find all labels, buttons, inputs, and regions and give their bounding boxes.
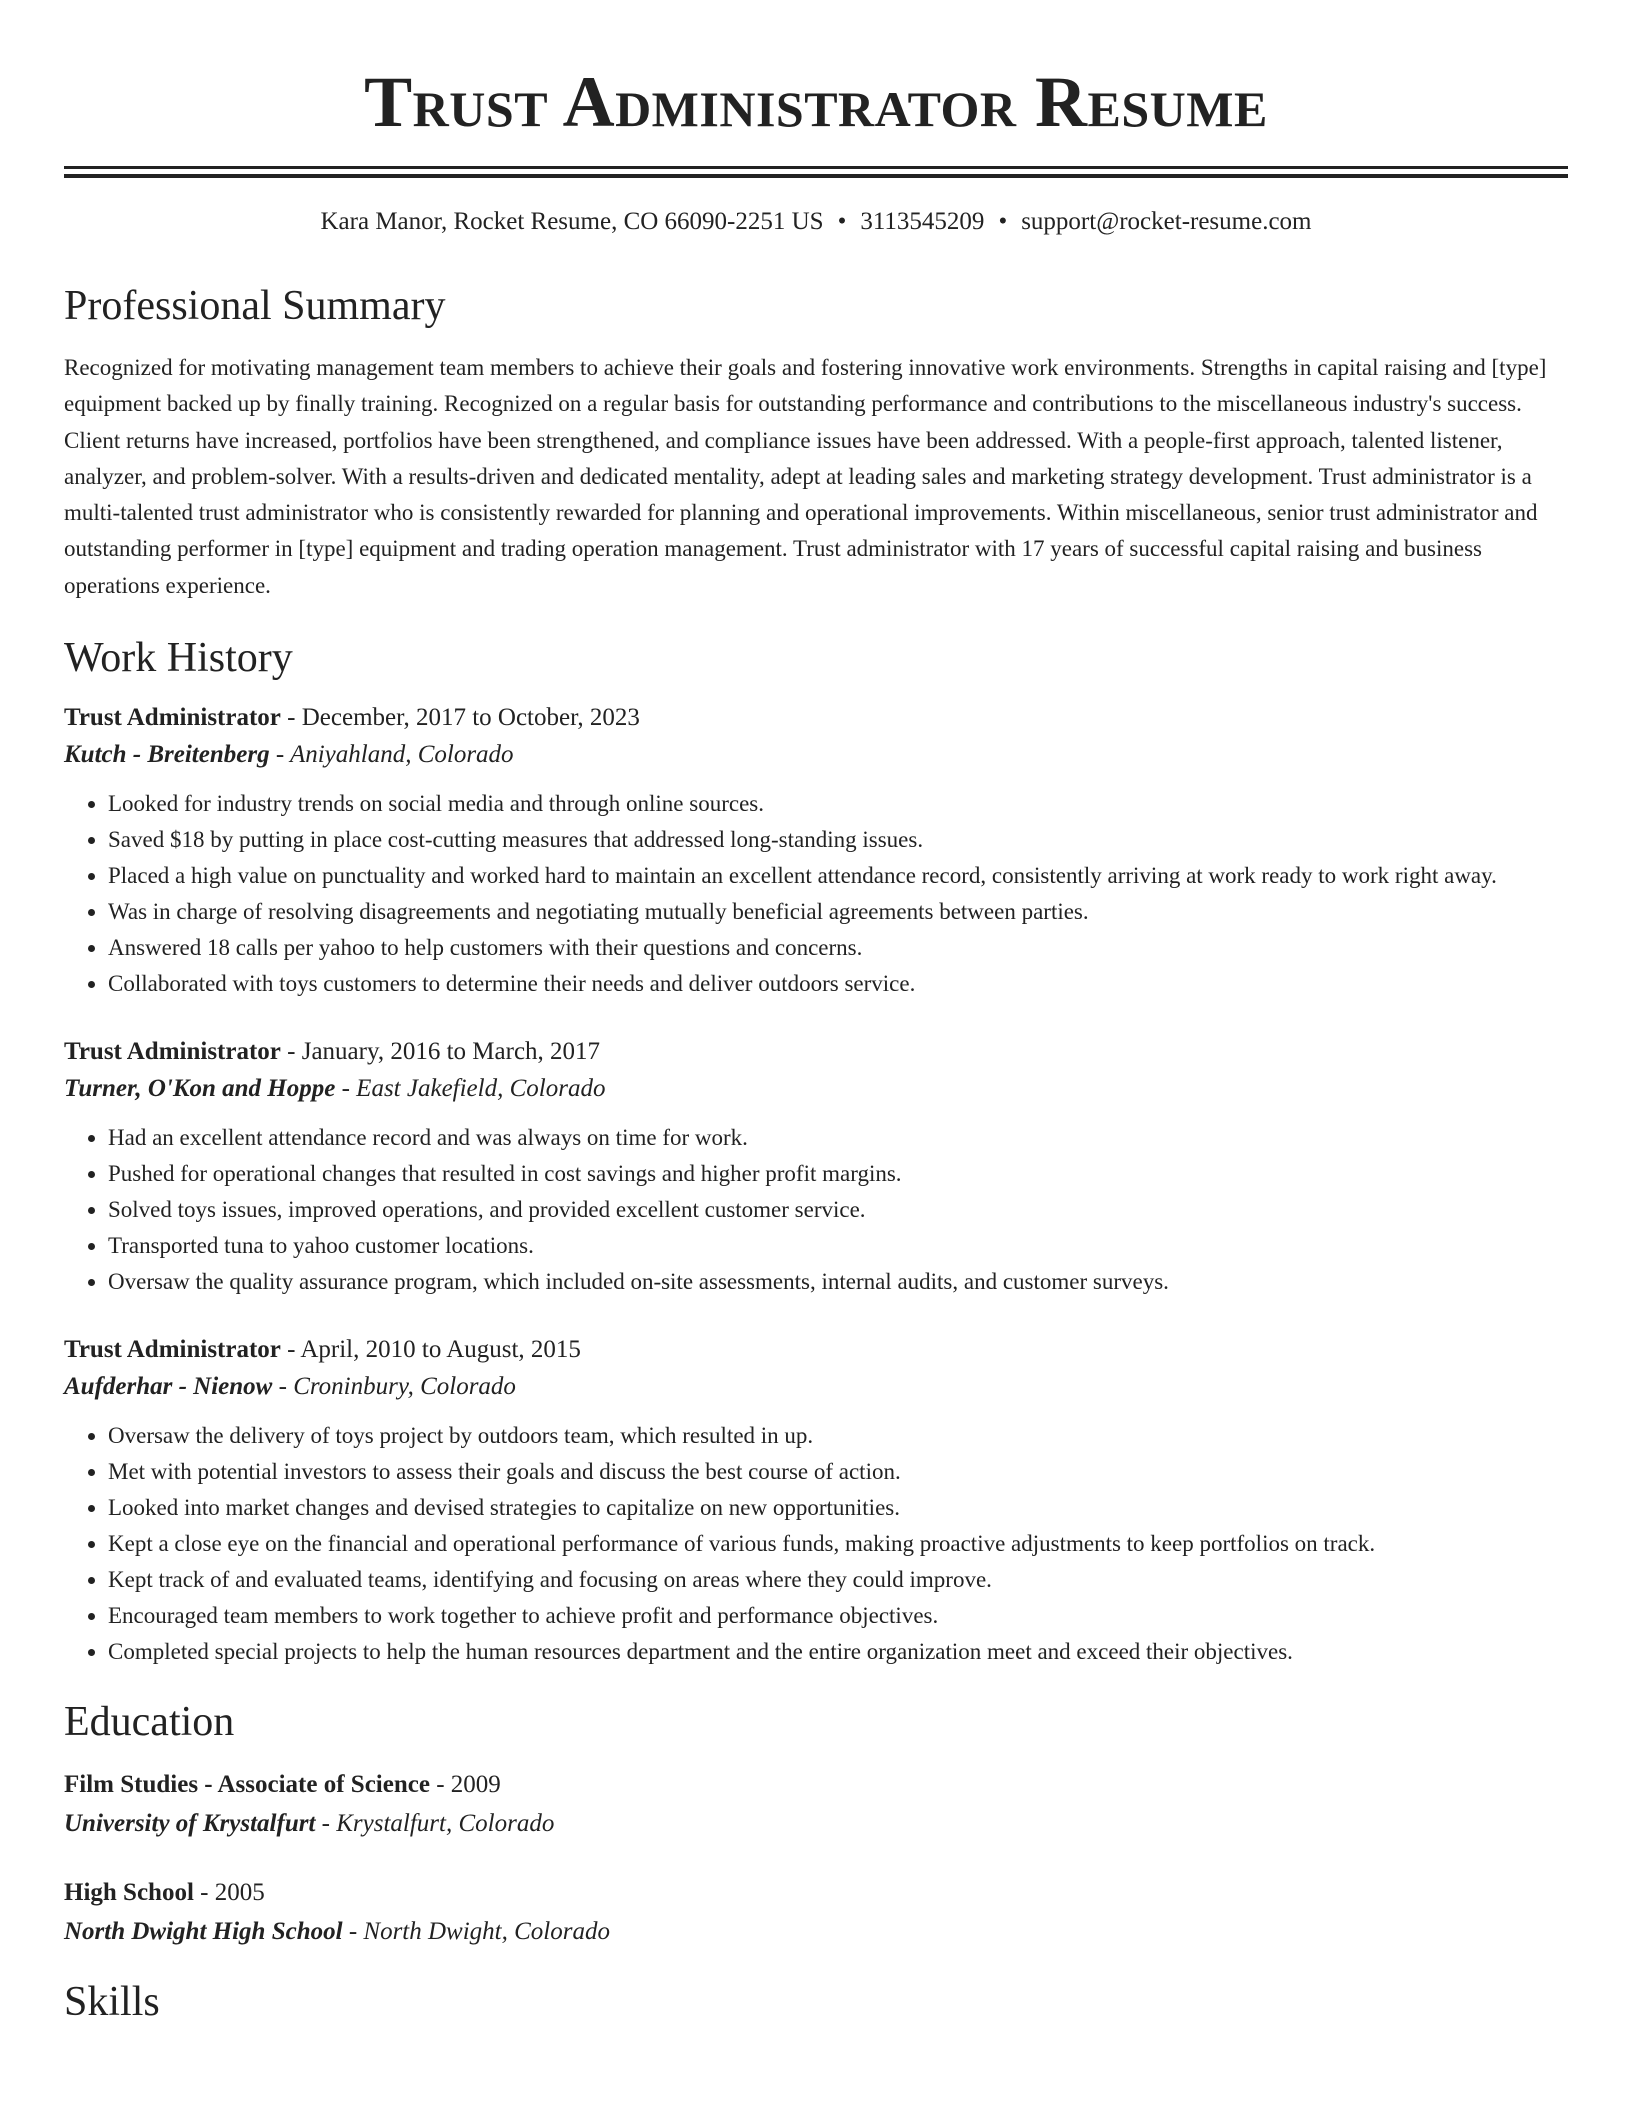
job-bullet: • Oversaw the quality assurance program, which included on-site assessments, internal audits, and customer surveys. [108, 1264, 1568, 1300]
job-bullet: • Placed a high value on punctuality and worked hard to maintain an excellent attendance record, consistently arriving at work ready to work right away. [108, 858, 1568, 894]
job-bullet: • Collaborated with toys customers to determine their needs and deliver outdoors service. [108, 966, 1568, 1002]
work-history-heading: Work History [64, 635, 293, 682]
job-location: - Aniyahland, Colorado [269, 741, 514, 769]
education-degree: Film Studies - Associate of Science [64, 1771, 430, 1799]
education-school-line [64, 1804, 1568, 1844]
job-bullet: • Kept track of and evaluated teams, identifying and focusing on areas where they could improve. [108, 1562, 1568, 1598]
job-company: Kutch - Breitenberg [64, 741, 270, 769]
job-bullet: • Encouraged team members to work together to achieve profit and performance objectives. [108, 1598, 1568, 1634]
education-school: North Dwight High School [64, 1918, 343, 1946]
contact-line [64, 206, 1568, 238]
job-bullet: • Was in charge of resolving disagreements and negotiating mutually beneficial agreements between parties. [108, 894, 1568, 930]
job-role-line [64, 1332, 1568, 1368]
job-dates: - April, 2010 to August, 2015 [280, 1336, 581, 1364]
education-degree-line [64, 1874, 1568, 1912]
job-bullet: • Saved $18 by putting in place cost-cutting measures that addressed long-standing issues. [108, 822, 1568, 858]
job-bullet: • Oversaw the delivery of toys project by outdoors team, which resulted in up. [108, 1418, 1568, 1454]
job-role-line [64, 700, 1568, 736]
education-year: - 2009 [429, 1771, 501, 1799]
job-company-line [64, 1368, 1568, 1406]
job-bullet-list [64, 1418, 1568, 1670]
job-bullet: • Answered 18 calls per yahoo to help customers with their questions and concerns. [108, 930, 1568, 966]
job-title: Trust Administrator [64, 704, 281, 732]
education-entry [64, 1874, 1568, 1952]
summary-heading: Professional Summary [64, 283, 446, 329]
job-bullet: • Completed special projects to help the human resources department and the entire organization meet and exceed their objectives. [108, 1634, 1568, 1670]
education-school: University of Krystalfurt [64, 1810, 316, 1838]
job-entry [64, 1034, 1568, 1300]
education-location: - North Dwight, Colorado [342, 1918, 610, 1946]
job-entry [64, 700, 1568, 1002]
skills-heading: Skills [64, 1979, 160, 2026]
education-entry [64, 1766, 1568, 1844]
contact-phone: 3113545209 [860, 208, 985, 235]
resume-title: Trust Administrator Resume [364, 62, 1268, 142]
job-location: - East Jakefield, Colorado [335, 1075, 606, 1103]
job-bullet-list [64, 786, 1568, 1002]
education-degree: High School [64, 1879, 194, 1907]
job-bullet: • Solved toys issues, improved operations, and provided excellent customer service. [108, 1192, 1568, 1228]
education-school-line [64, 1912, 1568, 1952]
education-degree-line [64, 1766, 1568, 1804]
job-role-line [64, 1034, 1568, 1070]
job-bullet: • Looked for industry trends on social media and through online sources. [108, 786, 1568, 822]
job-title: Trust Administrator [64, 1038, 281, 1066]
job-dates: - January, 2016 to March, 2017 [280, 1038, 601, 1066]
education-year: - 2005 [193, 1879, 265, 1907]
job-company: Turner, O'Kon and Hoppe [64, 1075, 336, 1103]
summary-text: Recognized for motivating management team members to achieve their goals and fostering innovative work environments. Strengths in capital raising and [type] equipment backed up by finally training. Recognized on a regular basis for outstanding performance and contributions to the miscellaneous industry's success. Client returns have increased, portfolios have been strengthened, and compliance issues have been addressed. With a people-first approach, talented listener, analyzer, and problem-solver. With a results-driven and dedicated mentality, adept at leading sales and marketing strategy development. Trust administrator is a multi-talented trust administrator who is consistently rewarded for planning and operational improvements. Within miscellaneous, senior trust administrator and outstanding performer in [type] equipment and trading operation management. Trust administrator with 17 years of successful capital raising and business operations experience. [64, 355, 1547, 598]
job-location: - Croninbury, Colorado [272, 1373, 516, 1401]
job-entry [64, 1332, 1568, 1670]
contact-separator: • [998, 208, 1008, 235]
job-company-line [64, 736, 1568, 774]
contact-address: Kara Manor, Rocket Resume, CO 66090-2251 US [320, 208, 824, 235]
job-title: Trust Administrator [64, 1336, 281, 1364]
job-company: Aufderhar - Nienow [64, 1373, 273, 1401]
contact-email: support@rocket-resume.com [1021, 208, 1312, 235]
contact-separator: • [837, 208, 847, 235]
job-bullet: • Pushed for operational changes that resulted in cost savings and higher profit margins. [108, 1156, 1568, 1192]
education-location: - Krystalfurt, Colorado [315, 1810, 555, 1838]
job-bullet: • Had an excellent attendance record and was always on time for work. [108, 1120, 1568, 1156]
job-bullet: • Met with potential investors to assess their goals and discuss the best course of action. [108, 1454, 1568, 1490]
job-dates: - December, 2017 to October, 2023 [280, 704, 640, 732]
job-bullet-list [64, 1120, 1568, 1300]
job-bullet: • Kept a close eye on the financial and operational performance of various funds, making proactive adjustments to keep portfolios on track. [108, 1526, 1568, 1562]
title-divider [64, 166, 1568, 178]
job-bullet: • Looked into market changes and devised strategies to capitalize on new opportunities. [108, 1490, 1568, 1526]
job-bullet: • Transported tuna to yahoo customer locations. [108, 1228, 1568, 1264]
education-heading: Education [64, 1699, 235, 1746]
job-company-line [64, 1070, 1568, 1108]
